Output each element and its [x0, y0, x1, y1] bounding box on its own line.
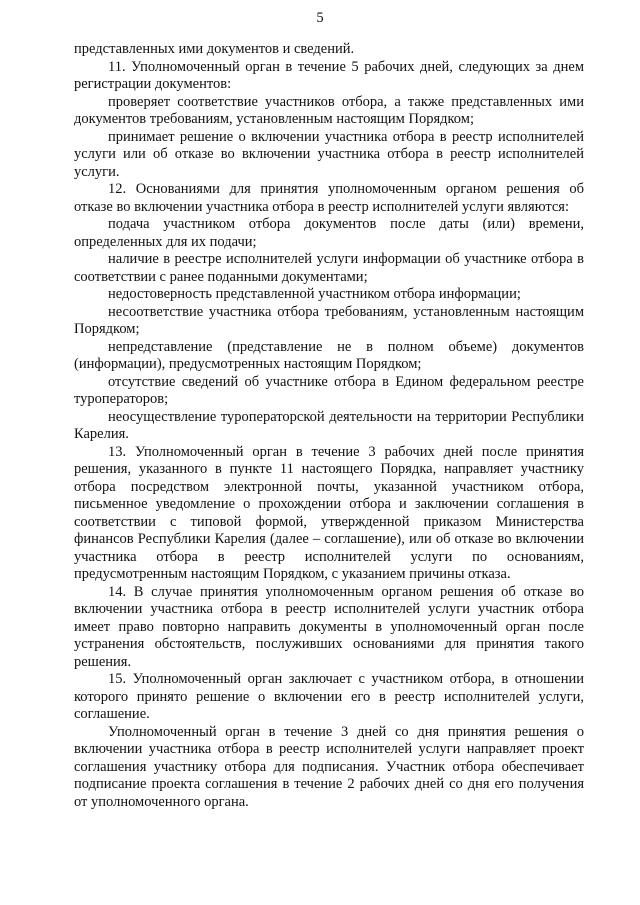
paragraph-item-11: 11. Уполномоченный орган в течение 5 рабочих дней, следующих за днем регистрации документов:	[74, 58, 584, 92]
paragraph-subitem: подача участником отбора документов после даты (или) времени, определенных для их подачи;	[74, 216, 584, 250]
paragraph-item-13: 13. Уполномоченный орган в течение 3 рабочих дней после принятия решения, указанного в пункте 11 настоящего Порядка, направляет участнику отбора посредством электронной почты, указанной участником отбора, письменное уведомление о прохождении отбора и заключении соглашения в соответствии с типовой формой, утвержденной приказом Министерства финансов Республики Карелия (далее – соглашение), или об отказе во включении участника отбора в реестр исполнителей услуги по основаниям, предусмотренным настоящим Порядком, с указанием причины отказа.	[74, 443, 584, 582]
paragraph-item-15-continued: Уполномоченный орган в течение 3 дней со дня принятия решения о включении участника отбора в реестр исполнителей услуги направляет проект соглашения участнику отбора для подписания. Участник отбора обеспечивает подписание проекта соглашения в течение 2 рабочих дней со дня его получения от уполномоченного органа.	[74, 723, 584, 810]
paragraph-subitem: проверяет соответствие участников отбора, а также представленных ими документов требованиям, установленным настоящим Порядком;	[74, 93, 584, 127]
paragraph-subitem: недостоверность представленной участником отбора информации;	[108, 286, 521, 302]
page-number: 5	[316, 10, 324, 26]
paragraph-subitem: принимает решение о включении участника отбора в реестр исполнителей услуги или об отказе во включении участника отбора в реестр исполнителей услуги.	[74, 128, 584, 180]
paragraph-subitem: наличие в реестре исполнителей услуги информации об участнике отбора в соответствии с ранее поданными документами;	[74, 251, 584, 285]
paragraph-item-14: 14. В случае принятия уполномоченным органом решения об отказе во включении участника отбора в реестр исполнителей услуги участник отбора имеет право повторно направить документы в уполномоченный орган после устранения обстоятельств, послуживших основаниями для принятия такого решения.	[74, 583, 584, 670]
paragraph-subitem: отсутствие сведений об участнике отбора в Едином федеральном реестре туроператоров;	[74, 373, 584, 407]
paragraph-item-12: 12. Основаниями для принятия уполномоченным органом решения об отказе во включении участника отбора в реестр исполнителей услуги являются:	[74, 181, 584, 215]
paragraph-subitem: непредставление (представление не в полном объеме) документов (информации), предусмотренных настоящим Порядком;	[74, 338, 584, 372]
paragraph-subitem: неосуществление туроператорской деятельности на территории Республики Карелия.	[74, 408, 584, 442]
paragraph-item-15: 15. Уполномоченный орган заключает с участником отбора, в отношении которого принято решение о включении его в реестр исполнителей услуги, соглашение.	[74, 671, 584, 722]
paragraph-subitem: несоответствие участника отбора требованиям, установленным настоящим Порядком;	[74, 303, 584, 337]
document-body	[74, 41, 584, 811]
paragraph-continuation: представленных ими документов и сведений.	[74, 41, 355, 57]
